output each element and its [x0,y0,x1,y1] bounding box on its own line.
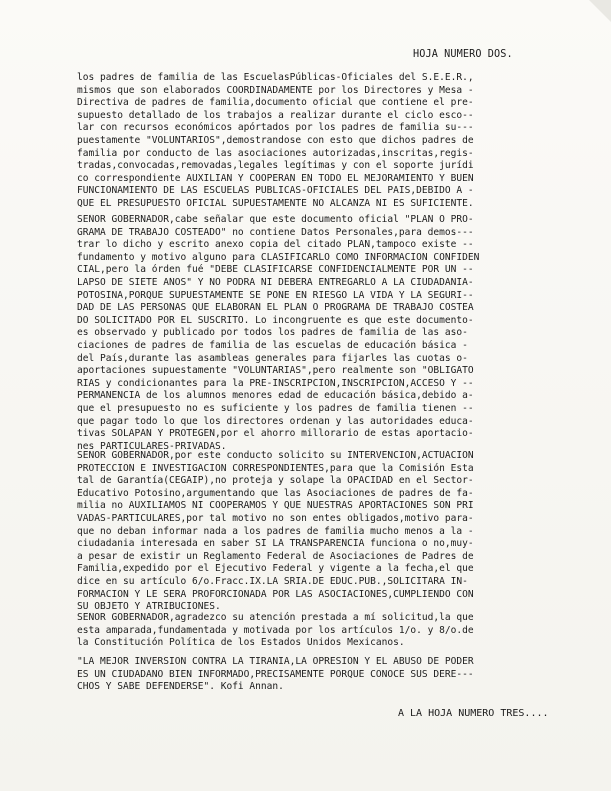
text-line: QUE EL PRESUPUESTO OFICIAL SUPUESTAMENTE NO ALCANZA NI ES SUFICIENTE. [77,197,474,209]
text-line: ES UN CIUDADANO BIEN INFORMADO,PRECISAMENTE PORQUE CONOCE SUS DERE--- [77,668,474,680]
text-line: puestamente "VOLUNTARIOS",demostrandose con esto que dichos padres de [77,134,474,146]
text-line: Directiva de padres de familia,documento oficial que contiene el pre- [77,97,474,109]
text-line: LAPSO DE SIETE AÑOS" Y NO PODRA NI DEBERA ENTREGARLO A LA CIUDADANIA- [77,276,474,288]
text-line: VADAS-PARTICULARES,por tal motivo no son entes obligados,motivo para- [77,512,474,524]
text-line: milia no AUXILIAMOS NI COOPERAMOS Y QUE NUESTRAS APORTACIONES SON PRI [77,500,474,512]
text-line: nes PARTICULARES-PRIVADAS. [77,440,227,452]
text-line: "LA MEJOR INVERSION CONTRA LA TIRANIA,LA OPRESION Y EL ABUSO DE PODER [77,656,474,667]
text-line: aportaciones supuestamente "VOLUNTARIAS",pero realmente son "OBLIGATO [77,365,474,377]
text-line: esta amparada,fundamentada y motivada por los artículos 1/o. y 8/o.de [77,624,474,636]
text-line: que el presupuesto no es suficiente y los padres de familia tienen -- [77,402,474,414]
text-line: es observado y publicado por todos los padres de familia de las aso- [77,327,468,339]
text-line: POTOSINA,PORQUE SUPUESTAMENTE SE PONE EN RIESGO LA VIDA Y LA SEGURI-- [77,289,474,301]
text-line: los padres de familia de las EscuelasPúblicas-Oficiales del S.E.E.R., [77,72,474,83]
text-line: DAD DE LAS PERSONAS QUE ELABORAN EL PLAN O PROGRAMA DE TRABAJO COSTEA [77,302,474,314]
paragraph-3 [77,450,577,614]
text-line: PROTECCION E INVESTIGACION CORRESPONDIENTES,para que la Comisión Esta [77,462,474,474]
text-line: que pagar todo lo que los directores ordenan y las autoridades educa- [77,415,474,427]
text-line: RIAS y condicionantes para la PRE-INSCRIPCION,INSCRIPCION,ACCESO Y -- [77,377,474,389]
text-line: a pesar de existir un Reglamento Federal de Asociaciones de Padres de [77,550,474,562]
text-line: mismos que son elaborados COORDINADAMENTE por los Directores y Mesa - [77,84,474,96]
paragraph-4 [77,612,577,650]
text-line: tivas SOLAPAN Y PROTEGEN,por el ahorro millorario de estas aportacio- [77,428,474,440]
text-line: SEÑOR GOBERNADOR,por este conducto solicito su INTERVENCION,ACTUACION [77,450,474,461]
text-line: fundamento y motivo alguno para CLASIFICARLO COMO INFORMACION CONFIDEN [77,251,480,263]
text-line: DO SOLICITADO POR EL SUSCRITO. Lo incongruente es que este documento- [77,314,474,326]
text-line: Familia,expedido por el Ejecutivo Federal y vigente a la fecha,el que [77,563,474,575]
text-line: GRAMA DE TRABAJO COSTEADO" no contiene Datos Personales,para demos--- [77,226,474,238]
text-line: tradas,convocadas,removadas,legales legítimas y con el soporte jurídi [77,160,474,172]
text-line: que no deban informar nada a los padres de familia mucho menos a la - [77,525,474,537]
text-line: co correspondiente AUXILIAN Y COOPERAN EN TODO EL MEJORAMIENTO Y BUEN [77,172,474,184]
page-header: HOJA NUMERO DOS. [413,49,513,60]
text-line: dice en su artículo 6/o.Fracc.IX.LA SRIA.DE EDUC.PUB.,SOLICITARA IN- [77,575,468,587]
text-line: CHOS Y SABE DEFENDERSE". Kofi Annan. [77,681,284,693]
text-line: del País,durante las asambleas generales para fijarles las cuotas o- [77,352,468,364]
text-line: FORMACION Y LE SERA PROFORCIONADA POR LAS ASOCIACIONES,CUMPLIENDO CON [77,588,474,600]
text-line: familia por conducto de las asociaciones autorizadas,inscritas,regis- [77,147,474,159]
text-line: lar con recursos económicos apórtados por los padres de familia su--- [77,122,474,134]
text-line: la Constitución Política de los Estados Unidos Mexicanos. [77,637,405,649]
text-line: PERMANENCIA de los alumnos menores edad de educación básica,debido a- [77,390,474,402]
page-corner-fold [589,0,611,22]
text-line: ciudadania interesada en saber SI LA TRANSPARENCIA funciona o no,muy- [77,538,474,550]
quote-paragraph [77,656,577,694]
text-line: SU OBJETO Y ATRIBUCIONES. [77,601,221,613]
text-line: FUNCIONAMIENTO DE LAS ESCUELAS PUBLICAS-OFICIALES DEL PAIS,DEBIDO A - [77,185,474,197]
text-line: SEÑOR GOBERNADOR,agradezco su atención prestada a mí solicitud,la que [77,612,474,623]
text-line: trar lo dicho y escrito anexo copia del citado PLAN,tampoco existe -- [77,239,474,251]
text-line: Educativo Potosino,argumentando que las Asociaciones de padres de fa- [77,487,474,499]
text-line: supuesto detallado de los trabajos a realizar durante el ciclo esco-- [77,109,474,121]
text-line: SEÑOR GOBERNADOR,cabe señalar que este documento oficial "PLAN O PRO- [77,214,474,225]
page-footer: A LA HOJA NUMERO TRES.... [398,708,549,719]
text-line: ciaciones de padres de familia de las escuelas de educación básica - [77,339,468,351]
paragraph-2 [77,214,577,453]
text-line: CIAL,pero la órden fué "DEBE CLASIFICARSE CONFIDENCIALMENTE POR UN -- [77,264,474,276]
paragraph-1 [77,72,577,211]
text-line: tal de Garantía(CEGAIP),no proteja y solape la OPACIDAD en el Sector- [77,475,474,487]
